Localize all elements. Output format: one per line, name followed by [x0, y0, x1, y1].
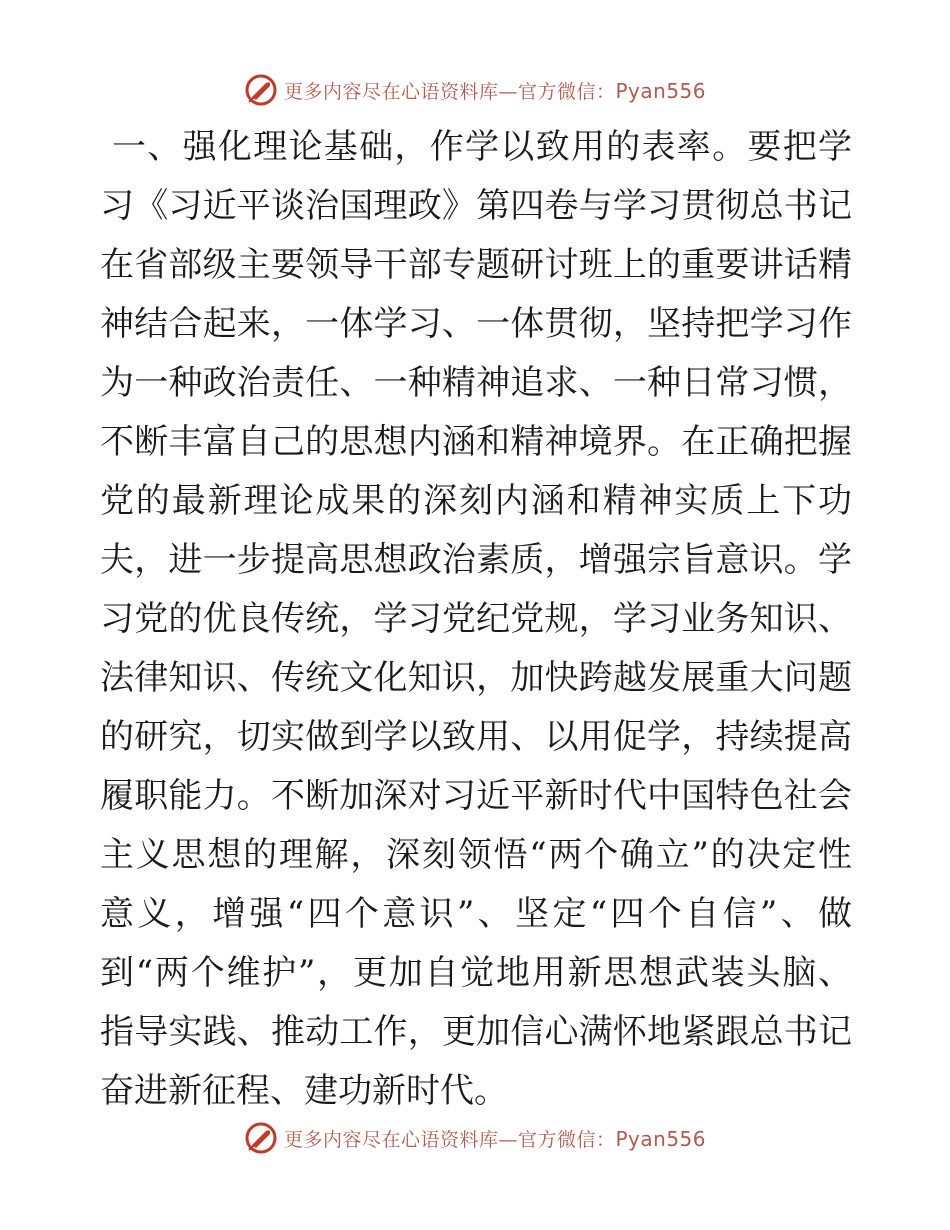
watermark-text: [284, 1125, 706, 1152]
paragraph-line: 到“两个维护”，更加自觉地用新思想武装头脑、: [100, 953, 852, 993]
quill-logo-icon: [244, 1121, 278, 1155]
paragraph-line: 主义思想的理解，深刻领悟“两个确立”的决定性: [100, 835, 852, 875]
quill-logo-icon: [244, 73, 278, 107]
paragraph-line: 法律知识、传统文化知识，加快跨越发展重大问题: [100, 658, 852, 698]
paragraph-line: 习《习近平谈治国理政》第四卷与学习贯彻总书记: [100, 186, 852, 226]
footer-watermark-banner: [0, 1118, 950, 1158]
paragraph-line: 夫，进一步提高思想政治素质，增强宗旨意识。学: [100, 540, 852, 580]
paragraph-line: 习党的优良传统，学习党纪党规，学习业务知识、: [100, 599, 852, 639]
watermark-text: [284, 77, 706, 104]
watermark-label: 更多内容尽在心语资料库—官方微信：: [283, 80, 616, 103]
paragraph-line: 在省部级主要领导干部专题研讨班上的重要讲话精: [100, 245, 852, 285]
paragraph-line: 一、强化理论基础，作学以致用的表率。要把学: [112, 127, 852, 167]
paragraph-line: 不断丰富自己的思想内涵和精神境界。在正确把握: [100, 422, 852, 462]
header-watermark-banner: [0, 70, 950, 110]
wechat-id: Pyan556: [615, 1126, 707, 1151]
document-body: [100, 118, 852, 1121]
watermark-label: 更多内容尽在心语资料库—官方微信：: [283, 1128, 616, 1151]
paragraph-line: 履职能力。不断加深对习近平新时代中国特色社会: [100, 776, 852, 816]
paragraph-line: 神结合起来，一体学习、一体贯彻，坚持把学习作: [100, 304, 852, 344]
paragraph-line: 的研究，切实做到学以致用、以用促学，持续提高: [100, 717, 852, 757]
paragraph-line: 指导实践、推动工作，更加信心满怀地紧跟总书记: [100, 1012, 852, 1052]
paragraph-line: 奋进新征程、建功新时代。: [100, 1071, 508, 1111]
paragraph-line: 党的最新理论成果的深刻内涵和精神实质上下功: [100, 481, 852, 521]
wechat-id: Pyan556: [615, 78, 707, 103]
paragraph-line: 意义，增强“四个意识”、坚定“四个自信”、做: [100, 894, 852, 934]
paragraph-line: 为一种政治责任、一种精神追求、一种日常习惯，: [100, 363, 852, 403]
